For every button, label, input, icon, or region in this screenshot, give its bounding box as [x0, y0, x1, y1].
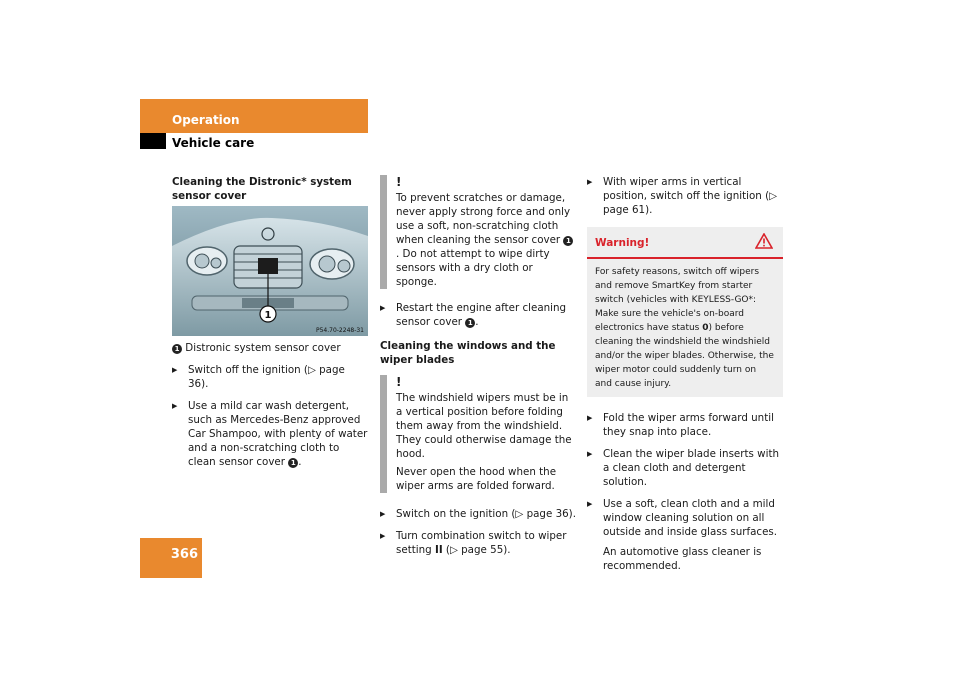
page-ref-icon: ▷ [449, 544, 458, 556]
step-text: page 36). [188, 364, 345, 390]
column-2 [380, 175, 576, 565]
warning-text-part: For safety reasons, switch off wipers and remove SmartKey from starter switch (vehicles with KEYLESS-GO*: Make sure the vehicle's on-board electronics have status [595, 267, 760, 333]
notice-text-part: . Do not attempt to wipe dirty sensors with a dry cloth or sponge. [396, 248, 550, 288]
wiper-setting: II [434, 544, 443, 556]
caption-number: 1 [172, 344, 182, 354]
step-text: Switch off the ignition ( [188, 364, 308, 376]
step-use-detergent [172, 399, 368, 469]
step-clean-glass [587, 497, 783, 573]
step-fold-wipers: ▶ Fold the wiper arms forward until they snap into place. [587, 411, 783, 439]
step-text: With wiper arms in vertical position, switch off the ignition ( [603, 176, 770, 202]
step-text: Switch on the ignition ( [396, 508, 516, 520]
notice-text-part: To prevent scratches or damage, never apply strong force and only use a soft, non-scratching cloth when cleaning the sensor cover [396, 192, 571, 246]
notice-text: Never open the hood when the wiper arms are folded forward. [396, 466, 557, 492]
warning-title: Warning! [595, 237, 650, 249]
caption-text: Distronic system sensor cover [185, 342, 341, 354]
step-clean-blades: ▶ Clean the wiper blade inserts with a clean cloth and detergent solution. [587, 447, 783, 489]
step-text: page 61). [603, 204, 653, 216]
step-turn-switch [380, 529, 576, 557]
notice-text [396, 191, 576, 289]
distronic-heading: Cleaning the Distronic* system sensor cover [172, 176, 352, 202]
warning-box [587, 227, 783, 397]
step-text: page 55). [457, 544, 511, 556]
page-ref-icon: ▷ [769, 190, 778, 202]
step-switch-off-ignition [172, 363, 368, 391]
photo-callout: 1 [264, 310, 272, 321]
warning-header [587, 227, 783, 259]
section-title: Operation [172, 113, 240, 127]
section-subtitle: Vehicle care [172, 136, 255, 150]
photo-code: P54.70-2248-31 [315, 327, 364, 334]
page-ref-icon: ▷ [307, 364, 316, 376]
ref-number: 1 [563, 236, 573, 246]
step-text: . [475, 316, 479, 328]
step-text: page 36). [523, 508, 576, 520]
car-front-photo [172, 206, 368, 336]
warning-text [587, 259, 783, 391]
warning-triangle-icon [755, 233, 773, 253]
column-1 [172, 175, 368, 477]
windows-heading: Cleaning the windows and the wiper blades [380, 340, 556, 366]
step-note: An automotive glass cleaner is recommended. [603, 546, 762, 572]
notice-wipers [380, 375, 576, 493]
page-ref-icon: ▷ [515, 508, 524, 520]
step-text: Turn combination switch to wiper setting [396, 530, 567, 556]
notice-icon: ! [396, 375, 402, 389]
warning-text-part: ) before cleaning the windshield the windshield and/or the wiper blades. Otherwise, the wiper motor could suddenly turn on and cause injury. [595, 323, 774, 389]
column-3 [587, 175, 783, 581]
photo-caption [172, 341, 368, 355]
notice-text: The windshield wipers must be in a vertical position before folding them away from the windshield. They could otherwise damage the hood. [396, 392, 572, 460]
ref-number: 1 [465, 318, 475, 328]
step-text: . [298, 456, 302, 468]
step-switch-on-ignition [380, 507, 576, 521]
notice-icon: ! [396, 175, 402, 189]
step-text: Restart the engine after cleaning sensor cover [396, 302, 567, 328]
step-text: ( [442, 544, 450, 556]
page-number: 366 [170, 547, 198, 562]
step-wiper-vertical [587, 175, 783, 217]
step-text: Use a mild car wash detergent, such as Mercedes-Benz approved Car Shampoo, with plenty of water and a non-scratching cloth to clean sensor cover [188, 400, 368, 468]
notice-scratches [380, 175, 576, 289]
header-marker [140, 133, 166, 149]
step-text: ▶ Use a soft, clean cloth and a mild window cleaning solution on all outside and inside glass surfaces. [603, 498, 778, 538]
step-restart-engine [380, 301, 576, 329]
status-value: 0 [702, 323, 709, 333]
ref-number: 1 [288, 458, 298, 468]
